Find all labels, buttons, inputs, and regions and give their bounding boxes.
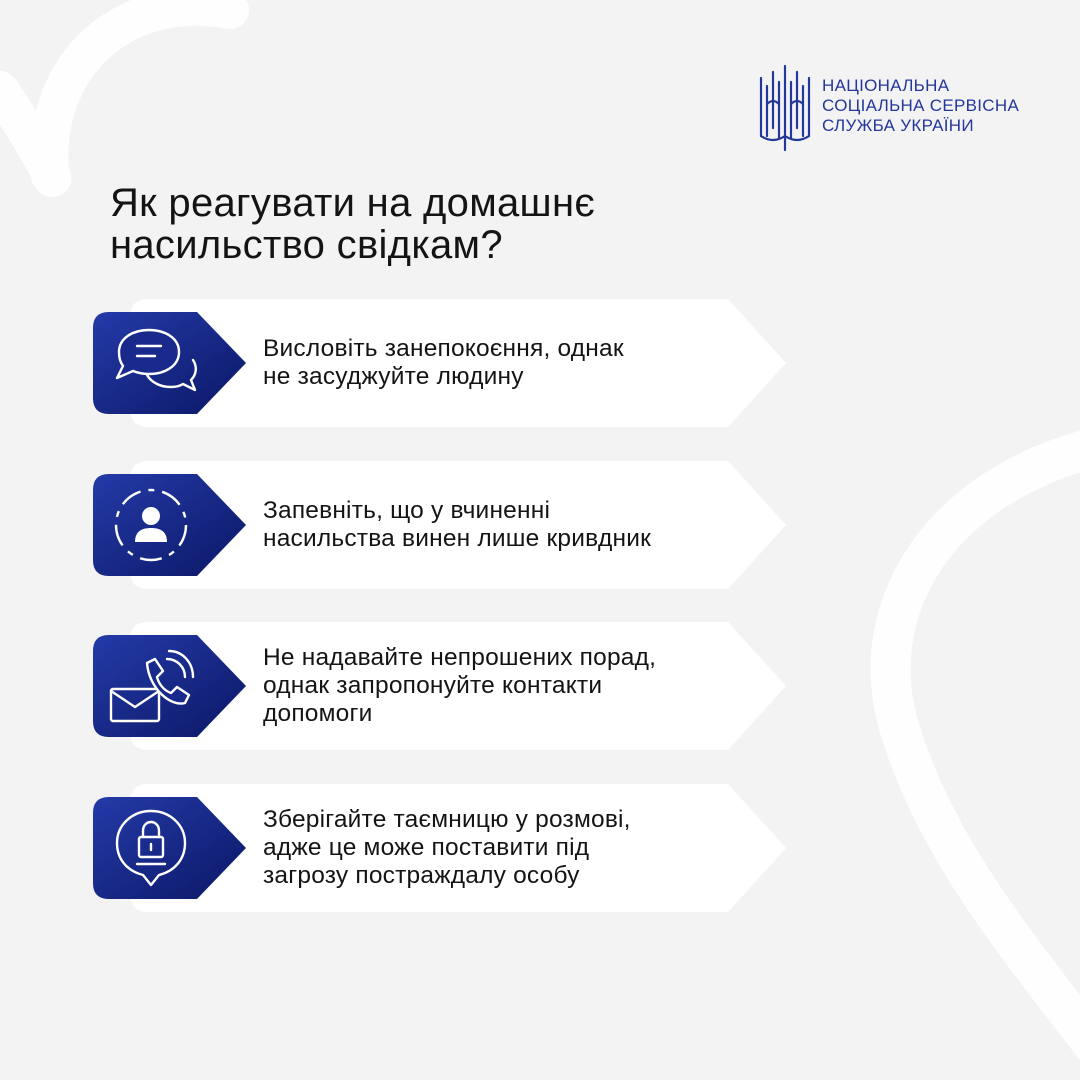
page-title-line-1: Як реагувати на домашнє [110,181,596,225]
card-badge [93,474,248,576]
card-text [263,297,743,429]
card-text [263,782,743,914]
card-text-line: однак запропонуйте контакти [263,672,603,699]
card-badge [93,312,248,414]
logo-line-1: НАЦІОНАЛЬНА [822,76,950,95]
brand-logo [756,64,1019,152]
advice-card-1 [0,297,800,429]
advice-card-2 [0,459,800,591]
card-text-line: загрозу постраждалу особу [263,862,580,889]
card-text-line: Висловіть занепокоєння, однак [263,335,624,362]
card-text-line: Запевніть, що у вчиненні [263,497,551,524]
card-text-line: не засуджуйте людину [263,363,524,390]
card-badge [93,797,248,899]
card-badge [93,635,248,737]
advice-card-4 [0,782,800,914]
page-title [110,182,595,266]
card-text-line: адже це може поставити під [263,834,590,861]
logo-line-3: СЛУЖБА УКРАЇНИ [822,116,974,135]
phone-mail-icon [105,645,205,727]
page-title-line-2: насильство свідкам? [110,223,503,267]
logo-mark-icon [756,64,814,152]
card-text-line: Не надавайте непрошених порад, [263,644,657,671]
user-circle-icon [105,484,205,566]
lock-pin-icon [105,807,205,889]
advice-card-3 [0,620,800,752]
chat-bubbles-icon [105,322,205,404]
card-text-line: Зберігайте таємницю у розмові, [263,806,631,833]
card-text [263,620,743,752]
logo-wordmark [822,76,1019,136]
card-text-line: насильства винен лише кривдник [263,525,652,552]
logo-line-2: СОЦІАЛЬНА СЕРВІСНА [822,96,1020,115]
card-text [263,459,743,591]
card-text-line: допомоги [263,700,373,727]
